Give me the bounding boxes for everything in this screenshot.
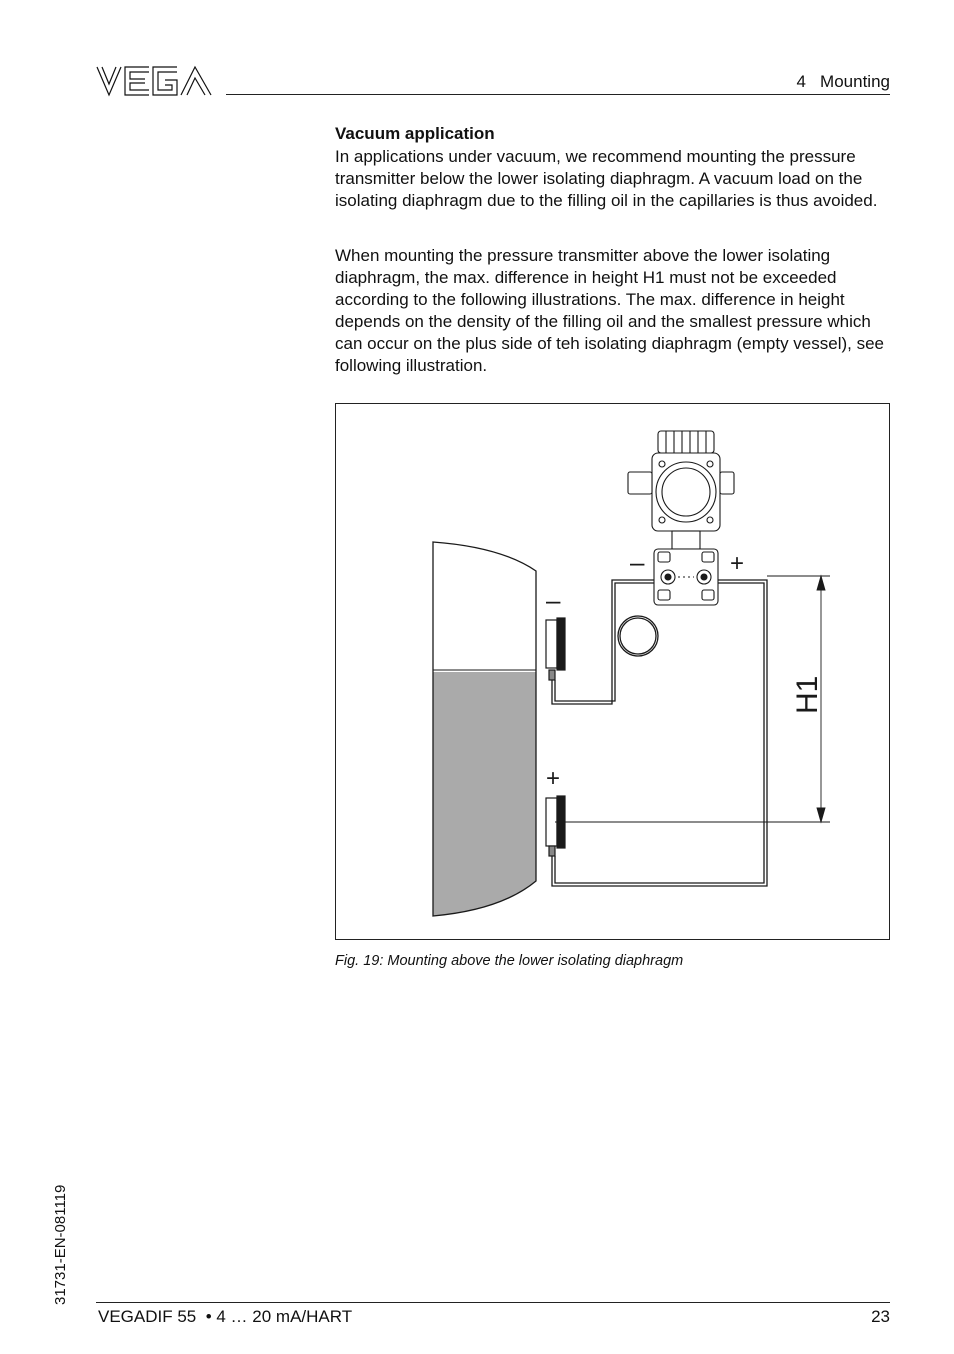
pressure-transmitter: [628, 431, 734, 605]
label-minus-seal: –: [546, 585, 561, 615]
lower-isolating-diaphragm: [546, 796, 565, 856]
chapter-title: 4 Mounting: [796, 72, 890, 91]
upper-isolating-diaphragm: [546, 618, 565, 680]
mounting-diagram: [336, 404, 889, 939]
mounting-figure: [335, 403, 890, 940]
header-rule: [226, 94, 890, 95]
vessel-medium: [433, 672, 536, 916]
paragraph-1: In applications under vacuum, we recommend mounting the pressure transmitter below the lower isolating diaphragm. A vacuum load on the isolating diaphragm due to the filling oil in the capillaries is thus avoided.: [335, 147, 878, 210]
vega-logo: [95, 64, 215, 98]
page-number: 23: [871, 1307, 890, 1326]
label-h1: H1: [791, 675, 824, 714]
vessel: [433, 542, 536, 916]
figure-caption: Fig. 19: Mounting above the lower isolating diaphragm: [335, 953, 684, 969]
paragraph-2: When mounting the pressure transmitter above the lower isolating diaphragm, the max. difference in height H1 must not be exceeded according to the following illustrations. The max. difference in height depends on the density of the filling oil and the smallest pressure which can occur on the plus side of teh isolating diaphragm (empty vessel), see following illustration.: [335, 246, 885, 375]
label-plus-seal: +: [546, 765, 561, 792]
label-plus-transmitter: +: [730, 550, 745, 577]
label-minus-transmitter: –: [630, 547, 645, 577]
footer-product: VEGADIF 55 • 4 … 20 mA/HART: [98, 1307, 353, 1326]
section-heading: Vacuum application: [335, 124, 495, 143]
document-code: 31731-EN-081119: [52, 1184, 69, 1305]
capillaries: [552, 580, 767, 886]
height-dimension: [555, 576, 830, 822]
footer-rule: [96, 1302, 890, 1303]
